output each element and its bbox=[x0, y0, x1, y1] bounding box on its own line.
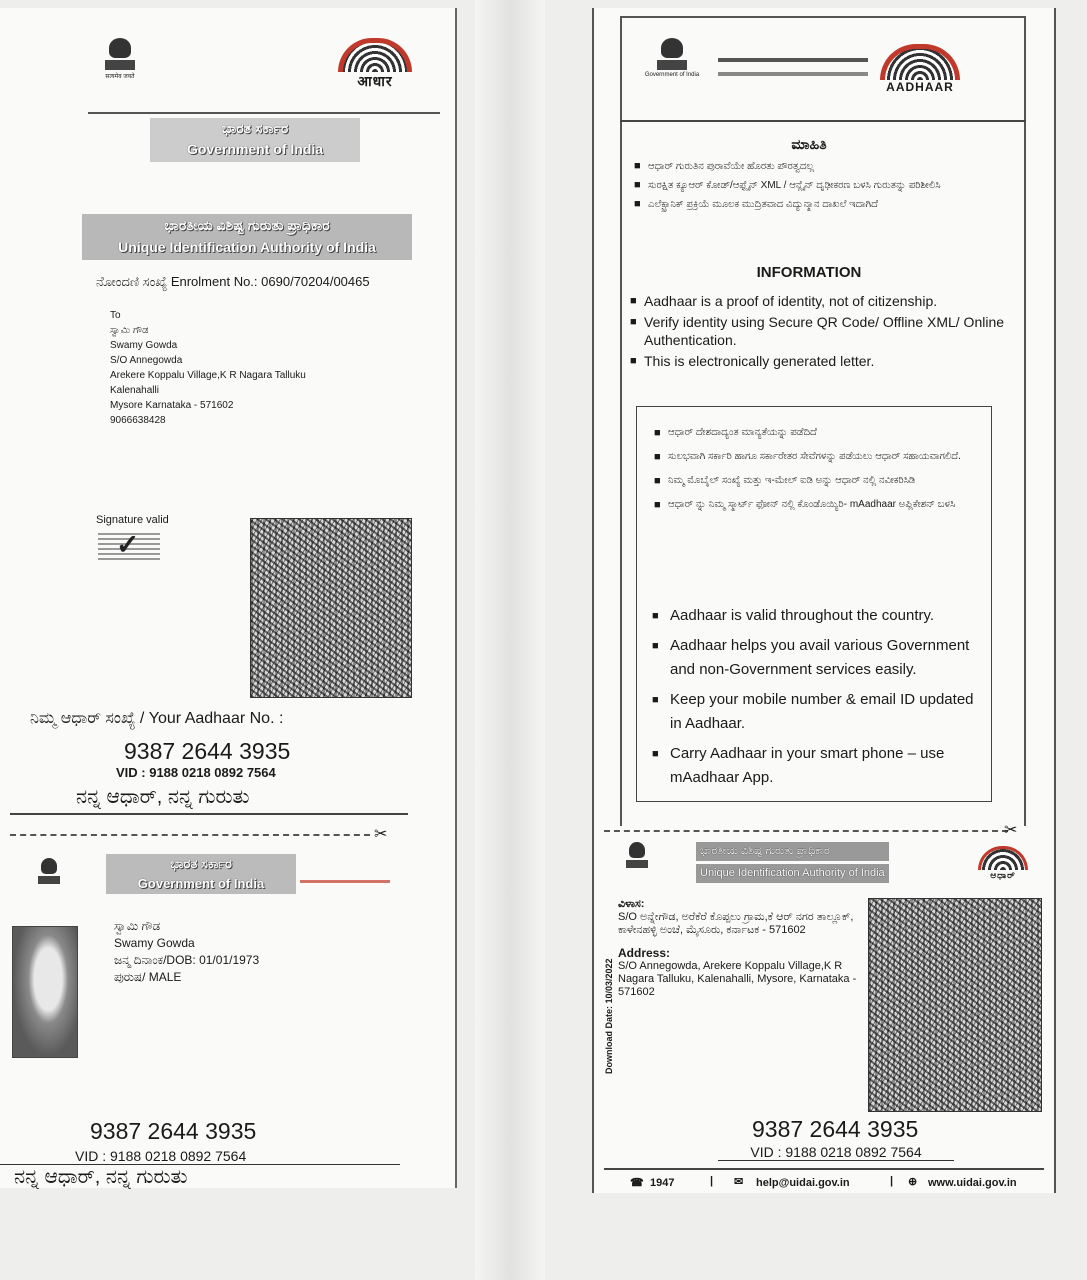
card-vid-number: VID : 9188 0218 0892 7564 bbox=[718, 1144, 954, 1161]
card-uidai-english: Unique Identification Authority of India bbox=[696, 864, 889, 883]
card-gov-english: Government of India bbox=[137, 876, 265, 891]
address-line: ಸ್ವಾಮಿ ಗೌಡ bbox=[110, 325, 149, 336]
card-aadhaar-number: 9387 2644 3935 bbox=[752, 1116, 919, 1142]
card-aadhaar-number: 9387 2644 3935 bbox=[90, 1118, 257, 1144]
government-banner bbox=[150, 118, 360, 162]
header-rule bbox=[620, 120, 1026, 122]
vid-number: VID : 9188 0218 0892 7564 bbox=[116, 765, 276, 780]
footer-phone[interactable]: 1947 bbox=[650, 1177, 675, 1189]
state-emblem-icon bbox=[642, 38, 702, 78]
qr-code-icon bbox=[250, 518, 412, 698]
info-item: ■ Verify identity using Secure QR Code/ Offline XML/ Online Authentication. bbox=[630, 313, 1010, 349]
address-kn: S/O ಅನ್ನೇಗೌಡ, ಅರೆಕೆರೆ ಕೊಪ್ಪಲು ಗ್ರಾಮ,ಕೆ ಆರ್ ನಗರ ತಾಲ್ಲೂಕ್, ಕಾಳೇನಹಳ್ಳಿ ಅಂಚೆ, ಮೈಸೂರು, ಕರ್ನಾಟಕ - 571602 bbox=[618, 911, 854, 936]
tagline: ನನ್ನ ಆಧಾರ್, ನನ್ನ ಗುರುತು bbox=[76, 786, 250, 808]
box-item-kn: ■ ಆಧಾರ್ ದೇಶದಾದ್ಯಂತ ಮಾನ್ಯತೆಯನ್ನು ಪಡೆದಿದೆ bbox=[654, 426, 974, 440]
footer-separator: | bbox=[710, 1175, 714, 1187]
tricolor-stripe bbox=[300, 880, 390, 883]
info-item-kn: ■ ಆಧಾರ್ ಗುರುತಿನ ಪುರಾವೆಯೇ ಹೊರತು ಪೌರತ್ವದಲ್ಲ bbox=[634, 160, 1014, 173]
state-emblem-icon bbox=[622, 842, 652, 868]
section-rule bbox=[10, 813, 408, 815]
card-rule bbox=[0, 1164, 400, 1165]
emblem-caption: Government of India bbox=[644, 72, 700, 78]
check-icon: ✓ bbox=[116, 529, 140, 560]
address-line: Kalenahalli bbox=[110, 385, 159, 396]
gov-kannada: ಭಾರತ ಸರ್ಕಾರ bbox=[221, 120, 289, 136]
address-label-kn: ವಿಳಾಸ: bbox=[618, 898, 645, 910]
address-line: 9066638428 bbox=[110, 415, 166, 426]
contact-footer bbox=[604, 1168, 1044, 1196]
box-list-en bbox=[652, 604, 982, 796]
box-item-en: ■ Aadhaar is valid throughout the country. bbox=[652, 604, 982, 628]
box-item-en: ■ Aadhaar helps you avail various Government and non-Government services easily. bbox=[652, 634, 982, 682]
uidai-english: Unique Identification Authority of India bbox=[118, 239, 376, 255]
enrolment-label-kn: ನೋಂದಣಿ ಸಂಖ್ಯೆ bbox=[96, 274, 168, 289]
qr-code-icon bbox=[868, 898, 1042, 1112]
cut-line bbox=[10, 834, 370, 836]
info-item: ■ Aadhaar is a proof of identity, not of citizenship. bbox=[630, 292, 1010, 310]
enrolment-line bbox=[96, 274, 370, 290]
state-emblem-icon bbox=[36, 858, 62, 884]
header-stripe bbox=[718, 58, 868, 62]
holder-dob: ಜನ್ಮ ದಿನಾಂಕ/DOB: 01/01/1973 bbox=[114, 953, 260, 967]
your-aadhaar-label-en: / Your Aadhaar No. : bbox=[139, 710, 284, 727]
address-line: S/O Annegowda bbox=[110, 355, 183, 366]
download-date: Download Date: 10/03/2022 bbox=[604, 958, 614, 1074]
box-item-kn: ■ ಸುಲಭವಾಗಿ ಸರ್ಕಾರಿ ಹಾಗೂ ಸರ್ಕಾರೇತರ ಸೇವೆಗಳನ್ನು ಪಡೆಯಲು ಆಧಾರ್ ಸಹಾಯವಾಗಲಿದೆ. bbox=[654, 450, 974, 464]
globe-icon: ⊕ bbox=[908, 1176, 918, 1188]
aadhaar-number: 9387 2644 3935 bbox=[124, 738, 291, 764]
card-holder-details bbox=[114, 918, 259, 986]
aadhaar-letter-back bbox=[592, 8, 1056, 1193]
card-vid-number: VID : 9188 0218 0892 7564 bbox=[75, 1148, 247, 1164]
box-list-kn bbox=[654, 426, 974, 518]
holder-name-kn: ಸ್ವಾಮಿ ಗೌಡ bbox=[114, 919, 161, 933]
box-item-en: ■ Carry Aadhaar in your smart phone – use mAadhaar App. bbox=[652, 742, 982, 790]
footer-separator: | bbox=[890, 1175, 894, 1187]
holder-name: Swamy Gowda bbox=[114, 936, 195, 950]
holder-photo bbox=[12, 926, 78, 1058]
info-title: INFORMATION bbox=[756, 264, 862, 281]
cut-line bbox=[604, 830, 1008, 832]
signature-valid-mark bbox=[98, 529, 160, 560]
box-item-en: ■ Keep your mobile number & email ID updated in Aadhaar. bbox=[652, 688, 982, 736]
card-address bbox=[618, 898, 866, 999]
phone-icon: ☎ bbox=[630, 1177, 644, 1189]
card-uidai-kannada: ಭಾರತೀಯ ವಿಶಿಷ್ಟ ಗುರುತು ಪ್ರಾಧಿಕಾರ bbox=[696, 842, 889, 861]
address-line: Swamy Gowda bbox=[110, 340, 178, 351]
scissors-icon: ✂ bbox=[374, 826, 388, 843]
card-government-banner bbox=[106, 854, 296, 894]
address-en: S/O Annegowda, Arekere Koppalu Village,K R Nagara Talluku, Kalenahalli, Mysore, Karnataka - 571602 bbox=[618, 960, 857, 998]
aadhaar-logo-icon bbox=[978, 846, 1028, 881]
address-line: Mysore Karnataka - 571602 bbox=[110, 400, 234, 411]
info-list bbox=[630, 292, 1010, 376]
card-uidai-banner bbox=[696, 842, 889, 883]
address-to: To bbox=[110, 310, 121, 321]
aadhaar-logo-word: आधार bbox=[357, 73, 393, 89]
uidai-banner bbox=[82, 214, 412, 260]
info-title-kn: ಮಾಹಿತಿ bbox=[791, 136, 827, 152]
enrolment-number: 0690/70204/00465 bbox=[261, 274, 370, 289]
your-aadhaar-label bbox=[30, 710, 283, 728]
card-gov-kannada: ಭಾರತ ಸರ್ಕಾರ bbox=[170, 856, 232, 871]
aadhaar-logo-word: AADHAAR bbox=[886, 80, 954, 94]
gov-english: Government of India bbox=[186, 141, 324, 157]
aadhaar-logo-icon bbox=[338, 38, 412, 91]
header-stripe bbox=[718, 72, 868, 76]
signature-label: Signature valid bbox=[96, 514, 169, 526]
aadhaar-letter-front bbox=[0, 8, 457, 1188]
info-list-kn bbox=[634, 160, 1014, 217]
email-icon: ✉ bbox=[734, 1176, 744, 1188]
footer-email[interactable]: help@uidai.gov.in bbox=[756, 1177, 850, 1189]
card-logo-word: ಆಧಾರ್ bbox=[990, 870, 1016, 880]
uidai-kannada: ಭಾರತೀಯ ವಿಶಿಷ್ಟ ಗುರುತು ಪ್ರಾಧಿಕಾರ bbox=[164, 217, 330, 233]
holder-gender: ಪುರುಷ/ MALE bbox=[114, 970, 182, 984]
recipient-address bbox=[110, 308, 306, 428]
info-item: ■ This is electronically generated letter. bbox=[630, 352, 1010, 370]
box-item-kn: ■ ನಿಮ್ಮ ಮೊಬೈಲ್ ಸಂಖ್ಯೆ ಮತ್ತು ಇ-ಮೇಲ್ ಐಡಿ ಅನ್ನು ಆಧಾರ್ ನಲ್ಲಿ ನವೀಕರಿಸಿಡಿ bbox=[654, 474, 974, 488]
aadhaar-logo-icon bbox=[880, 44, 960, 94]
your-aadhaar-label-kn: ನಿಮ್ಮ ಆಧಾರ್ ಸಂಖ್ಯೆ bbox=[30, 710, 136, 727]
address-line: Arekere Koppalu Village,K R Nagara Talluku bbox=[110, 370, 306, 381]
card-tagline: ನನ್ನ ಆಧಾರ್, ನನ್ನ ಗುರುತು bbox=[14, 1166, 188, 1188]
box-item-kn: ■ ಆಧಾರ್ ನ್ನು ನಿಮ್ಮ ಸ್ಮಾರ್ಟ್ ಫೋನ್ ನಲ್ಲಿ ಕೊಂಡೊಯ್ಯಿರಿ- mAadhaar ಅಪ್ಲಿಕೇಶನ್ ಬಳಸಿ bbox=[654, 498, 974, 512]
info-item-kn: ■ ಸುರಕ್ಷಿತ ಕ್ಯೂಆರ್ ಕೋಡ್/ಆಫ್ಲೈನ್ XML / ಆನ್ಲೈನ್ ದೃಢೀಕರಣ ಬಳಸಿ ಗುರುತನ್ನು ಪರಿಶೀಲಿಸಿ bbox=[634, 179, 1014, 192]
info-item-kn: ■ ಎಲೆಕ್ಟ್ರಾನಿಕ್ ಪ್ರಕ್ರಿಯೆ ಮೂಲಕ ಮುದ್ರಿತವಾದ ವಿದ್ಯುನ್ಮಾನ ದಾಖಲೆ ಇದಾಗಿದೆ bbox=[634, 198, 1014, 211]
emblem-caption: सत्यमेव जयते bbox=[105, 74, 135, 80]
state-emblem-icon bbox=[100, 38, 140, 80]
address-label: Address: bbox=[618, 946, 671, 960]
book-gutter bbox=[475, 0, 545, 1280]
footer-website[interactable]: www.uidai.gov.in bbox=[928, 1177, 1017, 1189]
enrolment-label: Enrolment No.: bbox=[170, 274, 258, 289]
scissors-icon: ✂ bbox=[1004, 822, 1018, 839]
header-rule bbox=[88, 112, 440, 114]
